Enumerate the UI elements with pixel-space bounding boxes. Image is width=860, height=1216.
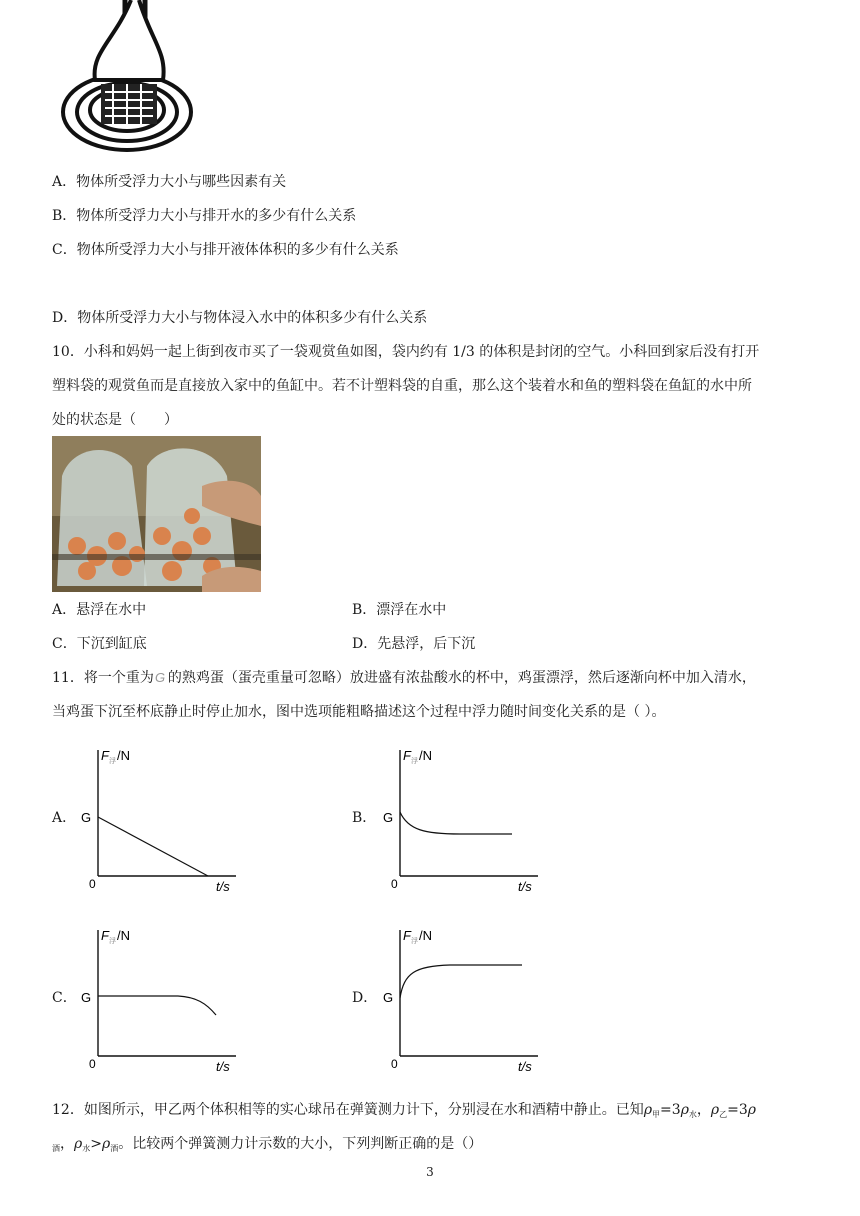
q12-stem-end: 。比较两个弹簧测力计示数的大小，下列判断正确的是（） — [118, 1136, 483, 1152]
origin-label: 0 — [89, 1057, 96, 1071]
g-tick-label: G — [81, 990, 92, 1005]
graph-b — [380, 738, 550, 898]
q10-option-c: C．下沉到缸底 — [52, 636, 147, 652]
q12-stem-line1 — [52, 1100, 756, 1125]
eq-3: =3 — [660, 1102, 681, 1118]
graph-d — [380, 918, 550, 1078]
sub-shui: 水 — [82, 1144, 91, 1153]
sub-jiu: 酒 — [110, 1144, 119, 1153]
q11-stem-line2: 当鸡蛋下沉至杯底静止时停止加水，图中选项能粗略描述这个过程中浮力随时间变化关系的是（ ）。 — [52, 704, 666, 720]
q10-option-d: D．先悬浮，后下沉 — [352, 636, 476, 652]
y-axis-label-unit: /N — [419, 928, 432, 943]
q11-label-d: D． — [352, 990, 378, 1006]
svg-text:G: G — [154, 670, 165, 684]
graph-c — [78, 918, 248, 1078]
x-axis-label: t/s — [518, 1059, 532, 1074]
page-number: 3 — [426, 1165, 434, 1179]
q10-option-b: B．漂浮在水中 — [352, 602, 447, 618]
y-axis-label-sub: 浮 — [411, 758, 418, 765]
q11-label-a: A． — [52, 810, 77, 826]
origin-label: 0 — [391, 877, 398, 891]
y-axis-label-sub: 浮 — [109, 758, 116, 765]
rho-symbol: ρ — [680, 1102, 689, 1118]
q9-option-c: C．物体所受浮力大小与排开液体体积的多少有什么关系 — [52, 242, 399, 258]
y-axis-label-unit: /N — [117, 748, 130, 763]
q10-option-a: A．悬浮在水中 — [52, 602, 147, 618]
q11-stem-post: 的熟鸡蛋（蛋壳重量可忽略）放进盛有浓盐酸水的杯中，鸡蛋漂浮，然后逐渐向杯中加入清水， — [167, 670, 756, 686]
g-tick-label: G — [383, 990, 394, 1005]
sub-shui: 水 — [688, 1110, 697, 1119]
q11-stem-line1 — [52, 668, 756, 688]
buoyancy-curve-a — [98, 817, 208, 876]
y-axis-label-unit: /N — [117, 928, 130, 943]
graph-a — [78, 738, 248, 898]
sub-yi: 乙 — [719, 1110, 728, 1119]
rho-symbol: ρ — [643, 1102, 653, 1118]
q9-option-a: A．物体所受浮力大小与哪些因素有关 — [52, 174, 287, 190]
y-axis-label: F — [403, 748, 411, 763]
g-tick-label: G — [383, 810, 394, 825]
comma: ， — [60, 1136, 74, 1152]
y-axis-label: F — [101, 748, 109, 763]
y-axis-label-unit: /N — [419, 748, 432, 763]
eq-3: =3 — [727, 1102, 748, 1118]
rho-symbol: ρ — [74, 1136, 83, 1152]
q9-option-b: B．物体所受浮力大小与排开水的多少有什么关系 — [52, 208, 357, 224]
origin-label: 0 — [89, 877, 96, 891]
rho-symbol: ρ — [710, 1102, 720, 1118]
x-axis-label: t/s — [216, 1059, 230, 1074]
buoyancy-curve-d — [400, 965, 522, 998]
q12-stem-line2 — [52, 1134, 482, 1159]
g-tick-label: G — [81, 810, 92, 825]
q10-stem-line3: 处的状态是（ ） — [52, 412, 178, 428]
y-axis-label: F — [101, 928, 109, 943]
q11-label-c: C． — [52, 990, 77, 1006]
q11-label-b: B． — [352, 810, 377, 826]
rho-symbol: ρ — [101, 1136, 111, 1152]
q10-stem-line2: 塑料袋的观赏鱼而是直接放入家中的鱼缸中。若不计塑料袋的自重，那么这个装着水和鱼的塑料袋在鱼缸的水中所 — [52, 378, 752, 394]
rho-symbol: ρ — [747, 1102, 757, 1118]
q10-stem-line1: 10．小科和妈妈一起上街到夜市买了一袋观赏鱼如图，袋内约有 1/3 的体积是封闭的空气。小科回到家后没有打开 — [52, 344, 760, 360]
comma: ， — [696, 1102, 711, 1118]
buoyancy-illustration — [55, 0, 195, 162]
buoyancy-curve-c — [98, 996, 216, 1015]
sub-jiu: 酒 — [52, 1144, 60, 1153]
y-axis-label-sub: 浮 — [109, 938, 116, 945]
origin-label: 0 — [391, 1057, 398, 1071]
y-axis-label: F — [403, 928, 411, 943]
fish-bag-photo — [52, 436, 261, 592]
g-symbol-icon — [154, 670, 168, 684]
y-axis-label-sub: 浮 — [411, 938, 418, 945]
buoyancy-curve-b — [400, 812, 512, 834]
q12-stem-main: 12．如图所示，甲乙两个体积相等的实心球吊在弹簧测力计下，分别浸在水和酒精中静止。已知 — [52, 1102, 644, 1118]
x-axis-label: t/s — [518, 879, 532, 894]
gt-symbol: > — [90, 1136, 102, 1152]
q9-option-d: D．物体所受浮力大小与物体浸入水中的体积多少有什么关系 — [52, 310, 428, 326]
x-axis-label: t/s — [216, 879, 230, 894]
sub-jia: 甲 — [652, 1110, 661, 1119]
q11-stem-pre: 11．将一个重为 — [52, 670, 154, 686]
